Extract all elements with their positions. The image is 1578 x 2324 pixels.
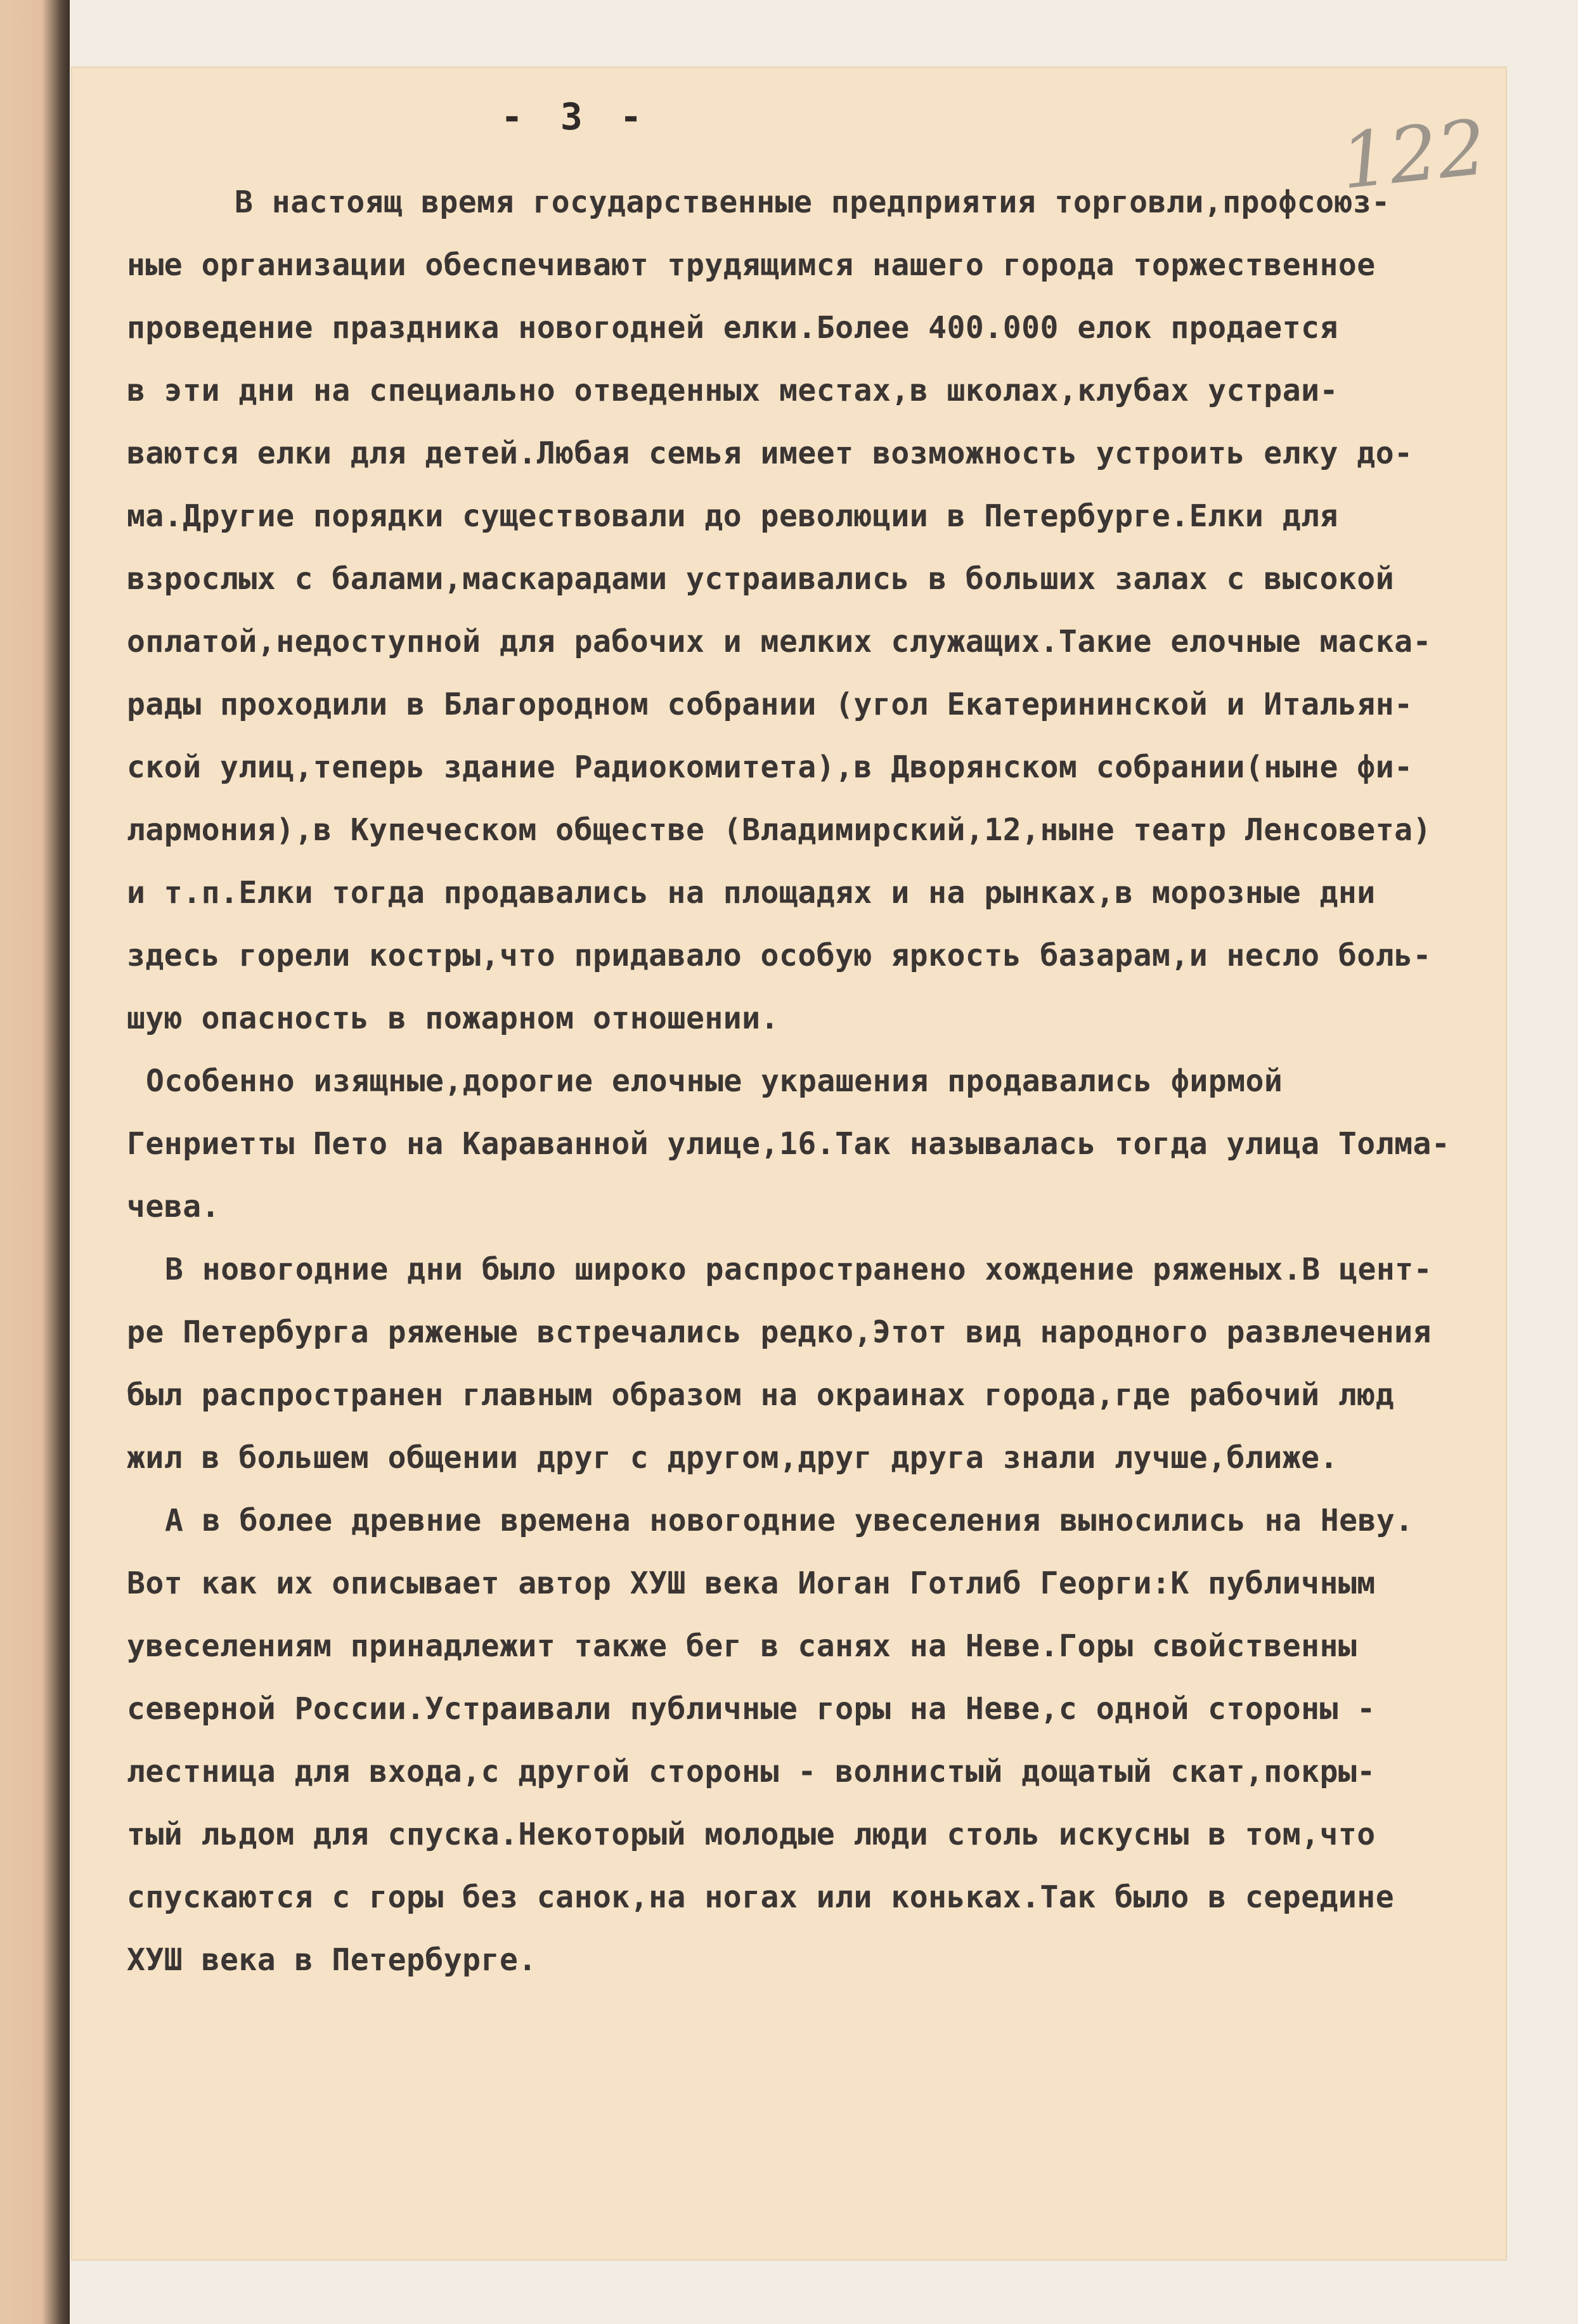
text-line: Вот как их описывает автор ХУШ века Иоган Готлиб Георги:К публичным [127, 1566, 1376, 1601]
text-line: ре Петербурга ряженые встречались редко,Этот вид народного развлечения [127, 1315, 1432, 1350]
text-line: Особенно изящные,дорогие елочные украшения продавались фирмой [146, 1063, 1283, 1099]
text-line: тый льдом для спуска.Некоторый молодые люди столь искусны в том,что [127, 1817, 1376, 1852]
body-text [127, 171, 1490, 1992]
text-line: и т.п.Елки тогда продавались на площадях и на рынках,в морозные дни [127, 875, 1376, 911]
text-line: северной России.Устраивали публичные горы на Неве,с одной стороны - [127, 1691, 1376, 1727]
page-number: - 3 - [501, 95, 650, 138]
archive-page-number: 122 [1336, 103, 1491, 207]
text-line: ваются елки для детей.Любая семья имеет возможность устроить елку до- [127, 436, 1413, 471]
text-line: Генриетты Пето на Караванной улице,16.Так называлась тогда улица Толма- [127, 1126, 1451, 1162]
text-line: жил в большем общении друг с другом,друг друга знали лучше,ближе. [127, 1440, 1338, 1476]
text-line: взрослых с балами,маскарадами устраивались в больших залах с высокой [127, 561, 1395, 597]
text-line: ской улиц,теперь здание Радиокомитета),в Дворянском собрании(ныне фи- [127, 750, 1413, 785]
binding-edge [0, 0, 70, 2324]
text-line: ма.Другие порядки существовали до революции в Петербурге.Елки для [127, 498, 1338, 534]
text-line: проведение праздника новогодней елки.Более 400.000 елок продается [127, 310, 1338, 346]
text-line: ХУШ века в Петербурге. [127, 1942, 537, 1978]
text-line: ные организации обеспечивают трудящимся нашего города торжественное [127, 247, 1376, 283]
text-line: шую опасность в пожарном отношении. [127, 1001, 779, 1036]
text-line: рады проходили в Благородном собрании (угол Екатерининской и Итальян- [127, 687, 1413, 722]
text-line: лармония),в Купеческом обществе (Владимирский,12,ныне театр Ленсовета) [127, 812, 1432, 848]
text-line: чева. [127, 1189, 220, 1224]
text-line: был распространен главным образом на окраинах города,где рабочий люд [127, 1377, 1395, 1413]
text-line: оплатой,недоступной для рабочих и мелких служащих.Такие елочные маска- [127, 624, 1432, 659]
text-line: В настоящ время государственные предприятия торговли,профсоюз- [235, 185, 1390, 220]
text-line: лестница для входа,с другой стороны - волнистый дощатый скат,покры- [127, 1754, 1376, 1789]
text-line: спускаются с горы без санок,на ногах или коньках.Так было в середине [127, 1879, 1395, 1915]
text-line: А в более древние времена новогодние увеселения выносились на Неву. [165, 1503, 1414, 1538]
text-line: в эти дни на специально отведенных местах,в школах,клубах устраи- [127, 373, 1338, 408]
text-line: увеселениям принадлежит также бег в санях на Неве.Горы свойственны [127, 1628, 1357, 1664]
text-line: В новогодние дни было широко распространено хождение ряженых.В цент- [165, 1252, 1433, 1287]
text-line: здесь горели костры,что придавало особую яркость базарам,и несло боль- [127, 938, 1432, 973]
